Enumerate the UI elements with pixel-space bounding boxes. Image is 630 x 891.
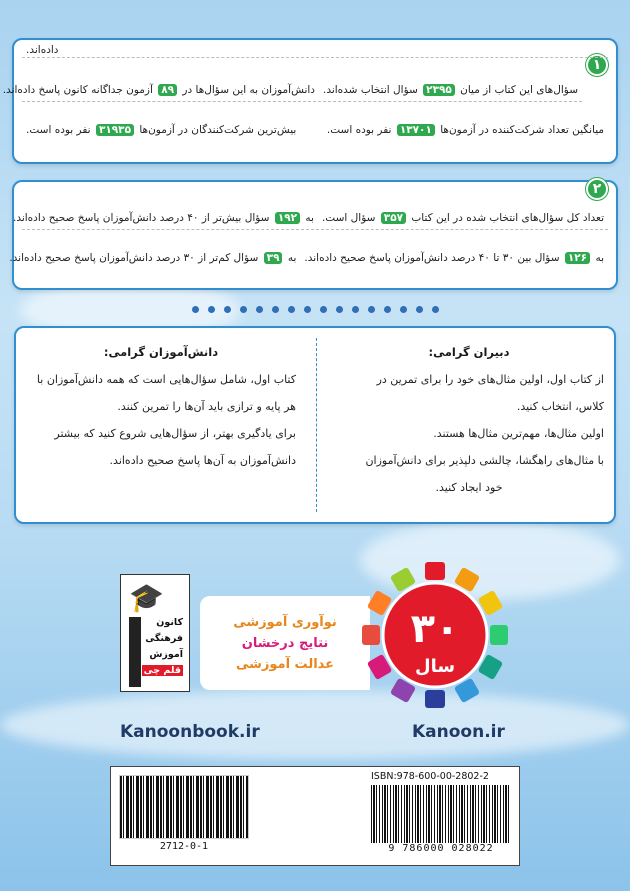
separator-dot	[272, 306, 279, 313]
stats-text: سؤال انتخاب شده‌اند.	[322, 83, 418, 96]
slogans-box	[200, 596, 370, 690]
stats-panel-2	[9, 180, 618, 290]
stats-text	[323, 124, 608, 136]
teachers-line: از کتاب اول، اولین مثال‌های خود را برای تمرین در	[376, 373, 604, 386]
slogan: نوآوری آموزشی	[233, 614, 337, 630]
logo-bar	[129, 617, 141, 687]
slogan: عدالت آموزشی	[235, 656, 335, 672]
stats-number: ۳۵۷	[381, 212, 406, 224]
students-title: دانش‌آموزان گرامی:	[103, 345, 219, 359]
stats-number: ۸۹	[158, 84, 177, 96]
stats-text: سؤال کم‌تر از ۳۰ درصد دانش‌آموزان پاسخ صحیح داده‌اند.	[9, 252, 259, 264]
separator-dot	[224, 306, 231, 313]
stats-text: میانگین تعداد شرکت‌کننده در آزمون‌ها	[440, 124, 604, 136]
stats-text: سؤال بیش‌تر از ۴۰ درصد دانش‌آموزان پاسخ صحیح داده‌اند.	[12, 211, 270, 224]
separator-dot	[192, 306, 199, 313]
stats-text: دانش‌آموزان به این سؤال‌ها در	[182, 83, 315, 96]
stats-text: داده‌اند.	[26, 43, 59, 56]
stats-row	[9, 246, 608, 270]
separator-dot	[416, 306, 423, 313]
stats-text: آزمون جداگانه کانون پاسخ داده‌اند.	[2, 83, 153, 96]
separator-dot	[240, 306, 247, 313]
logo-text	[142, 615, 183, 679]
teachers-line: خود ایجاد کنید.	[435, 481, 503, 494]
logo-line: آموزش	[149, 649, 183, 660]
section-number-badge: ۲	[586, 178, 608, 200]
students-line: کتاب اول، شامل سؤال‌هایی است که همه دانش‌آموزان با	[36, 373, 296, 386]
stats-number: ۳۹	[264, 252, 283, 264]
teachers-line: کلاس، انتخاب کنید.	[516, 400, 604, 413]
internal-code: 2712-0-1	[159, 841, 209, 852]
barcode-bars	[371, 785, 511, 843]
stats-number: ۱۳۷۰۱	[397, 124, 435, 136]
stats-number: ۳۱۹۳۵	[96, 124, 134, 136]
stats-row	[22, 118, 608, 142]
stats-text: به	[305, 211, 314, 224]
stats-text: به	[287, 252, 297, 264]
isbn-digits: 9 786000 028022	[388, 843, 494, 854]
stats-number: ۱۲۶	[565, 252, 590, 264]
logo-line: فرهنگی	[145, 633, 183, 644]
column-divider	[316, 338, 317, 512]
stats-text	[0, 84, 319, 96]
separator-dot	[208, 306, 215, 313]
section-number-badge: ۱	[586, 54, 608, 76]
stats-text	[22, 124, 300, 136]
stats-number: ۱۹۲	[275, 212, 300, 224]
kanoon-logo	[120, 574, 190, 692]
logo-line: قلم چی	[143, 665, 181, 676]
isbn-barcode	[371, 771, 511, 861]
stats-text: سؤال است.	[321, 211, 376, 224]
stats-text	[300, 252, 608, 264]
advice-panel	[14, 326, 616, 524]
separator-dot	[352, 306, 359, 313]
slogan: نتایج درخشان	[241, 635, 329, 651]
separator-dot	[288, 306, 295, 313]
separator-dot	[384, 306, 391, 313]
stats-text: تعداد کل سؤال‌های انتخاب شده در این کتاب	[411, 211, 604, 224]
logo-line: کانون	[156, 617, 183, 628]
separator-dot	[304, 306, 311, 313]
stats-text	[5, 252, 300, 264]
emblem-word: سال	[414, 656, 456, 677]
teachers-line: اولین مثال‌ها، مهم‌ترین مثال‌ها هستند.	[433, 427, 604, 440]
stats-text: سؤال‌های این کتاب از میان	[460, 83, 578, 96]
students-line: هر پایه و ترازی باید آن‌ها را تمرین کنند.	[117, 400, 296, 413]
graduate-icon: 🎓	[129, 581, 164, 614]
stats-text: سؤال بین ۳۰ تا ۴۰ درصد دانش‌آموزان پاسخ صحیح داده‌اند.	[304, 252, 560, 264]
cloud	[0, 690, 630, 760]
url-kanoonbook[interactable]: Kanoonbook.ir	[120, 722, 260, 742]
separator-dot	[400, 306, 407, 313]
stats-number: ۲۳۹۵	[423, 84, 455, 96]
stats-text: نفر بوده است.	[26, 124, 91, 136]
emblem-number: ۳۰	[410, 606, 460, 652]
stats-row	[22, 42, 608, 58]
separator-dot	[432, 306, 439, 313]
dots-separator	[0, 306, 630, 313]
teachers-line: با مثال‌های راهگشا، چالشی دلپذیر برای دانش‌آموزان	[365, 454, 604, 467]
stats-text: نفر بوده است.	[326, 124, 392, 136]
students-column	[16, 338, 306, 518]
barcode-bars	[119, 775, 249, 839]
stats-text	[318, 212, 608, 224]
stats-row	[2, 78, 582, 102]
teachers-title: دبیران گرامی:	[428, 345, 510, 359]
separator-dot	[336, 306, 343, 313]
stats-panel-1	[2, 38, 618, 164]
stats-text: بیش‌ترین شرکت‌کنندگان در آزمون‌ها	[139, 124, 297, 136]
students-line: دانش‌آموزان به آن‌ها پاسخ صحیح داده‌اند.	[109, 454, 296, 467]
separator-dot	[368, 306, 375, 313]
stats-row	[12, 206, 608, 230]
stats-text	[9, 212, 318, 224]
stats-text: به	[595, 252, 604, 264]
thirty-years-emblem	[360, 560, 510, 710]
separator-dot	[320, 306, 327, 313]
students-line: برای یادگیری بهتر، از سؤال‌هایی شروع کنید که بیشتر	[54, 427, 296, 440]
barcode-area	[110, 766, 520, 866]
internal-barcode	[119, 775, 249, 855]
url-kanoon[interactable]: Kanoon.ir	[412, 722, 505, 742]
isbn-text: ISBN:978-600-00-2802-2	[371, 771, 489, 782]
stats-text	[319, 84, 582, 96]
teachers-column	[324, 338, 614, 518]
separator-dot	[256, 306, 263, 313]
